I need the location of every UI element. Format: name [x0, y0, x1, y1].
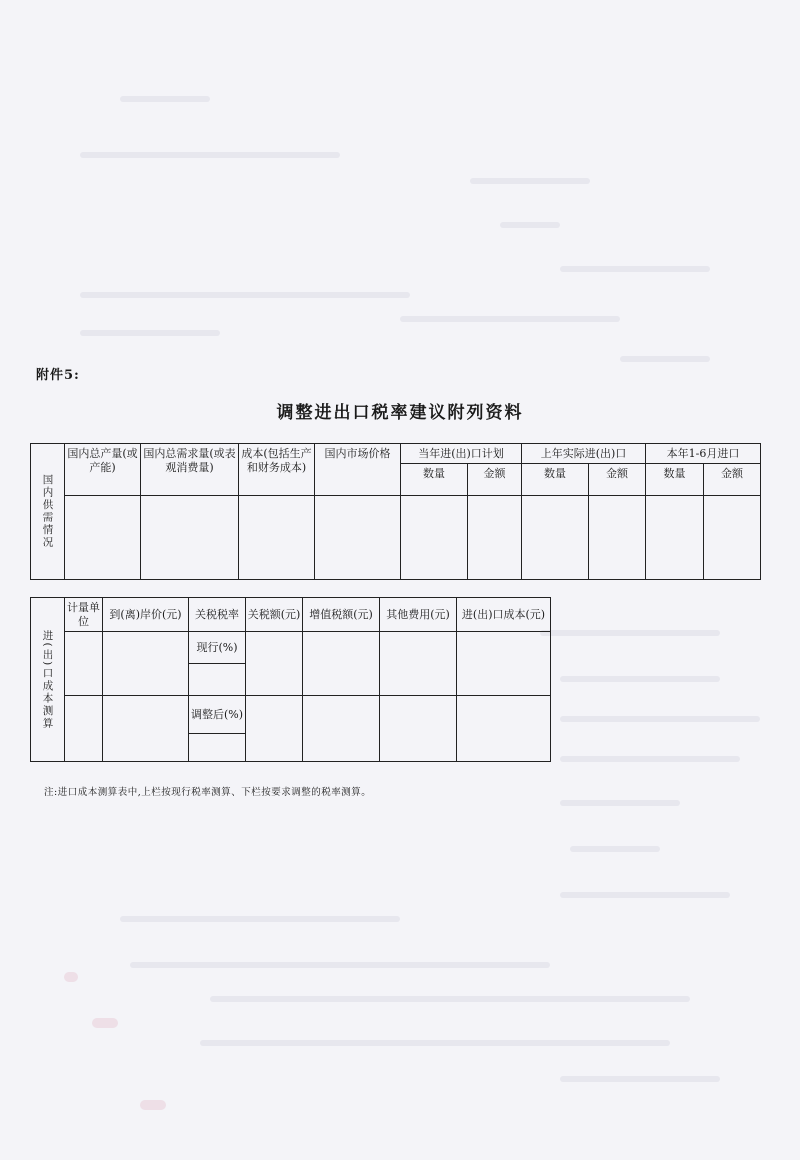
- empty-cell: [103, 696, 189, 762]
- header-cost: 成本(包括生产和财务成本): [239, 444, 315, 496]
- subheader-amount: 金额: [468, 464, 522, 496]
- empty-cell: [65, 496, 141, 580]
- header-current-plan: 当年进(出)口计划: [401, 444, 522, 464]
- header-last-year: 上年实际进(出)口: [522, 444, 646, 464]
- rate-current-label: 现行(%): [189, 632, 246, 664]
- row-header-cell: [31, 444, 65, 580]
- empty-cell: [246, 632, 303, 696]
- footnote: 注:进口成本测算表中,上栏按现行税率测算、下栏按要求调整的税率测算。: [44, 787, 372, 798]
- header-vat: 增值税额(元): [303, 598, 380, 632]
- header-tariff-amount: 关税额(元): [246, 598, 303, 632]
- rate-current-value: [189, 664, 246, 696]
- empty-cell: [589, 496, 646, 580]
- header-this-year: 本年1-6月进口: [646, 444, 761, 464]
- empty-cell: [401, 496, 468, 580]
- empty-cell: [65, 696, 103, 762]
- row-header-cell: [31, 598, 65, 762]
- header-total-cost: 进(出)口成本(元): [457, 598, 551, 632]
- empty-cell: [704, 496, 761, 580]
- supply-demand-table: [30, 443, 761, 580]
- subheader-amount: 金额: [704, 464, 761, 496]
- subheader-amount: 金额: [589, 464, 646, 496]
- document-title: 调整进出口税率建议附列资料: [276, 403, 524, 423]
- empty-cell: [103, 632, 189, 696]
- attachment-label: 附件5:: [36, 368, 80, 383]
- supply-demand-row-header: 国内供需情况: [41, 474, 54, 549]
- cost-calculation-table: [30, 597, 551, 762]
- empty-cell: [380, 632, 457, 696]
- blank-data-row: [31, 496, 761, 580]
- subheader-quantity: 数量: [401, 464, 468, 496]
- header-domestic-demand: 国内总需求量(或表观消费量): [141, 444, 239, 496]
- rate-adjusted-value: [189, 734, 246, 762]
- empty-cell: [522, 496, 589, 580]
- header-cif-fob: 到(离)岸价(元): [103, 598, 189, 632]
- empty-cell: [65, 632, 103, 696]
- empty-cell: [303, 696, 380, 762]
- empty-cell: [303, 632, 380, 696]
- header-tariff-rate: 关税税率: [189, 598, 246, 632]
- empty-cell: [457, 632, 551, 696]
- empty-cell: [246, 696, 303, 762]
- subheader-quantity: 数量: [522, 464, 589, 496]
- header-unit: 计量单位: [65, 598, 103, 632]
- empty-cell: [141, 496, 239, 580]
- rate-adjusted-label: 调整后(%): [189, 696, 246, 734]
- empty-cell: [646, 496, 704, 580]
- empty-cell: [380, 696, 457, 762]
- header-market-price: 国内市场价格: [315, 444, 401, 496]
- cost-calc-row-header: 进(出)口成本测算: [41, 629, 54, 730]
- empty-cell: [315, 496, 401, 580]
- empty-cell: [457, 696, 551, 762]
- empty-cell: [468, 496, 522, 580]
- header-domestic-output: 国内总产量(或产能): [65, 444, 141, 496]
- subheader-quantity: 数量: [646, 464, 704, 496]
- header-other-fees: 其他费用(元): [380, 598, 457, 632]
- empty-cell: [239, 496, 315, 580]
